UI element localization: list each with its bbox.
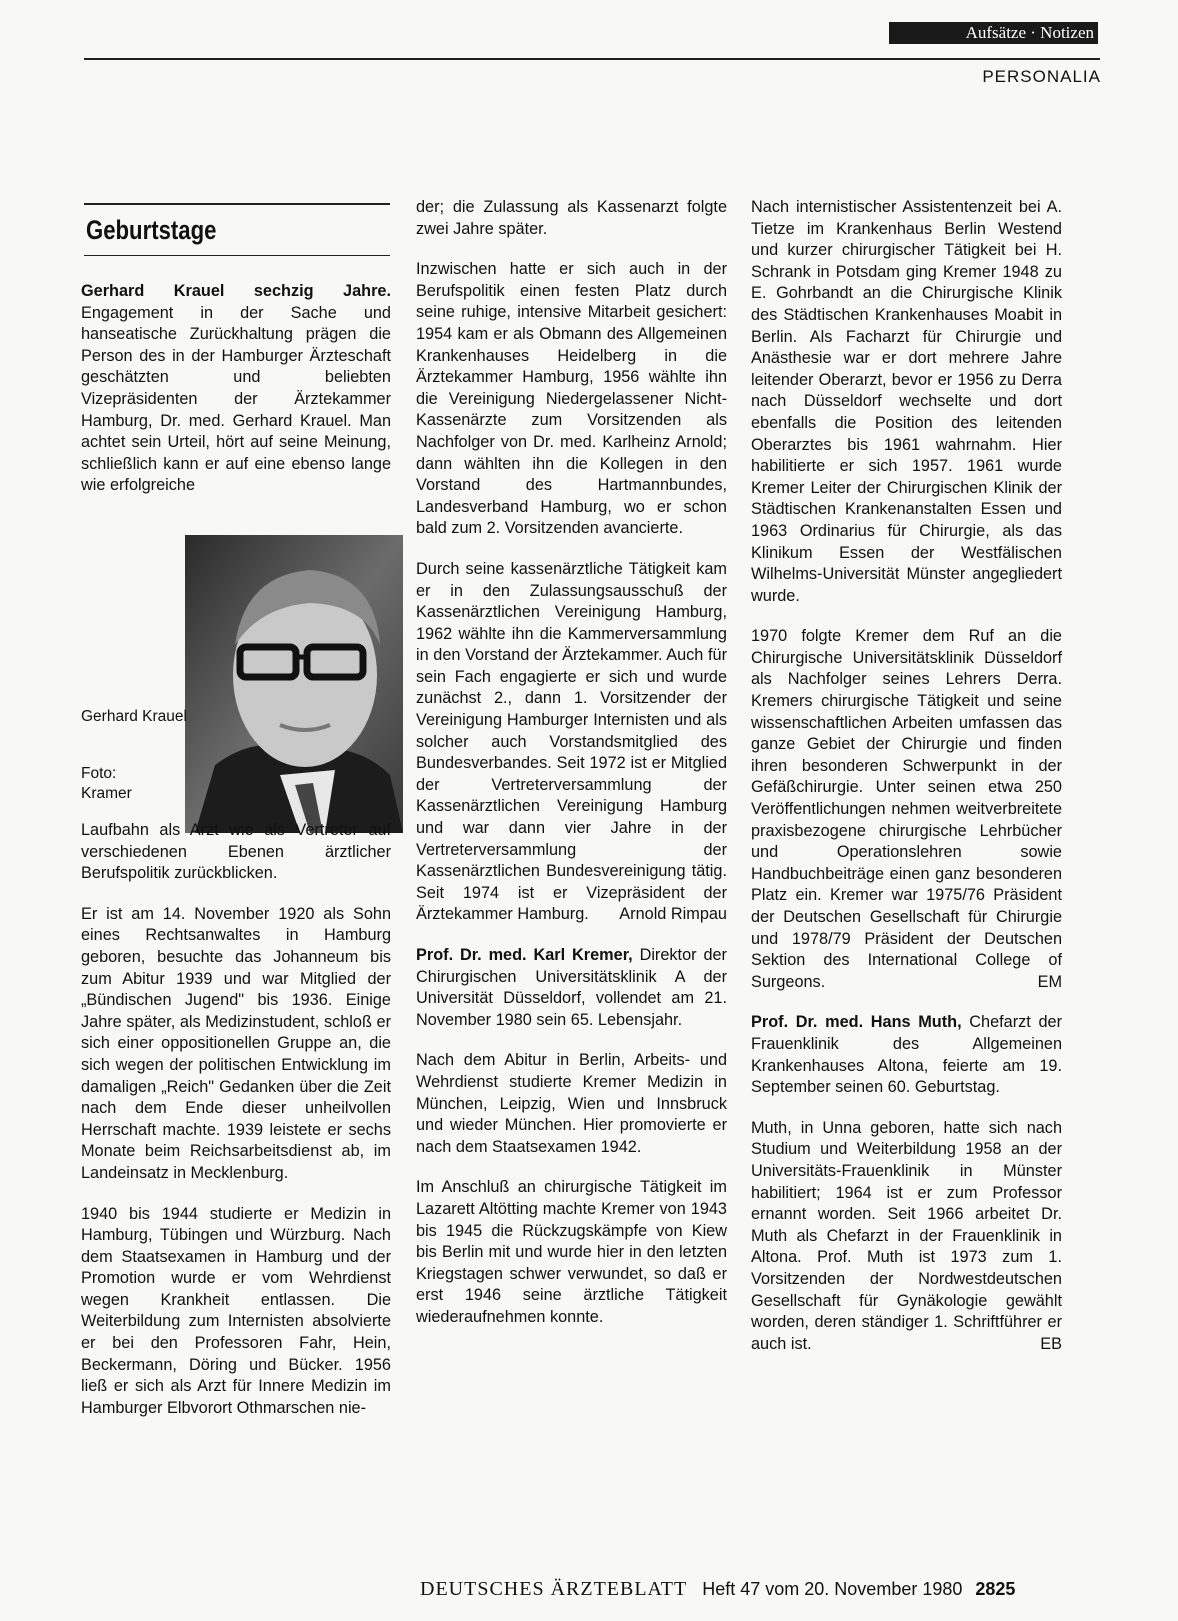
page-number: 2825 (975, 1579, 1016, 1599)
paragraph-text: Direktor der Chirurgischen Universitätsklinik A der Universität Düsseldorf, vollendet am 21. November 1980 sein 65. Lebensjahr. (416, 946, 727, 1029)
issue-info: Heft 47 vom 20. November 1980 (702, 1579, 963, 1599)
paragraph: Im Anschluß an chirurgische Tätigkeit im Lazarett Altötting machte Kremer von 1943 bis 1945 die Rückzugskämpfe von Kiew bis Berlin mit und wurde hier in den letzten Kriegstagen schwer verwundet, so daß er erst 1946 seine ärztliche Tätigkeit wiederaufnehmen konnte. (416, 1178, 727, 1326)
journal-name: DEUTSCHES ÄRZTEBLATT (420, 1578, 688, 1600)
heading-rule-top (84, 203, 390, 205)
column-1-top (81, 281, 391, 516)
paragraph: Laufbahn als Arzt wie als Vertreter auf verschiedenen Ebenen ärztlicher Berufspolitik zurückblicken. (81, 821, 391, 883)
author-signature: EB (1040, 1334, 1062, 1353)
paragraph: Engagement in der Sache und hanseatische Zurückhaltung prägen die Person des in der Hamburger Ärzteschaft geschätzten und beliebten Vizepräsidenten der Ärztekammer Hamburg, Dr. med. Gerhard Krauel. Man achtet sein Urteil, hört auf seine Meinung, schließlich kann er auf eine ebenso lange wie erfolgreiche (81, 303, 391, 495)
paragraph: Er ist am 14. November 1920 als Sohn eines Rechtsanwaltes in Hamburg geboren, besuchte das Johanneum bis zum Abitur 1939 und war Mitglied der „Bündischen Jugend" bis 1936. Einige Jahre später, als Medizinstudent, schloß er sich einer oppositionellen Gruppe an, die sich wegen der politischen Entwicklung im damaligen „Reich" Gedanken über die Zeit nach dem Ende dieser unheilvollen Herrschaft machte. 1939 leistete er sechs Monate beim Reichsarbeitsdienst ab, im Landeinsatz in Mecklenburg. (81, 904, 391, 1182)
author-signature: EM (1037, 972, 1062, 991)
paragraph: der; die Zulassung als Kassenarzt folgte zwei Jahre später. (416, 198, 727, 238)
paragraph: Inzwischen hatte er sich auch in der Berufspolitik einen festen Platz durch seine ruhige, intensive Mitarbeit gesichert: 1954 kam er als Obmann des Allgemeinen Krankenhauses Heidelberg in die Ärztekammer Hamburg, 1956 wählte ihn die Vereinigung Niedergelassener Nicht-Kassenärzte zum Vorsitzenden als Nachfolger von Dr. med. Karlheinz Arnold; dann wählten ihn die Kollegen in den Vorstand des Hartmannbundes, Landesverband Hamburg, wo er schon bald zum 2. Vorsitzenden avancierte. (416, 260, 727, 538)
top-rule (84, 58, 1100, 60)
page-footer (420, 1578, 1015, 1601)
article-intro (751, 1012, 1062, 1098)
paragraph-text: Durch seine kassenärztliche Tätigkeit kam er in den Zulassungsausschuß der Kassenärztlichen Vereinigung Hamburg, 1962 wählte ihn die Kammerversammlung in den Vorstand der Ärztekammer. Auch für sein Fach engagierte er sich und wurde zunächst 2., dann 1. Vorsitzender der Vereinigung Hamburger Internisten und als solcher auch Vorstandsmitglied des Bundesverbandes. Seit 1972 ist er Mitglied der Vertreterversammlung der Kassenärztlichen Vereinigung Hamburg und war dann vier Jahre in der Vertreterversammlung der Kassenärztlichen Bundesvereinigung tätig. Seit 1974 ist er Vizepräsident der Ärztekammer Hamburg. (416, 559, 727, 924)
article-lead: Prof. Dr. med. Karl Kremer, (416, 946, 633, 964)
photo-caption-credit: Foto: Kramer (81, 765, 132, 802)
author-signature: Arnold Rimpau (619, 905, 727, 924)
column-1-bottom (81, 820, 391, 1438)
column-2 (416, 197, 727, 1348)
paragraph (751, 1118, 1062, 1356)
paragraph-text: 1970 folgte Kremer dem Ruf an die Chirurgische Universitätsklinik Düsseldorf als Nachfolger seines Lehrers Derra. Kremers chirurgische Tätigkeit und seine wissenschaftlichen Arbeiten umfassen das ganze Gebiet der Chirurgie und finden ihren besonderen Schwerpunkt in der Gefäßchirurgie. Unter seinen etwa 250 Veröffentlichungen nehmen weitverbreitete praxisbezogene chirurgische Lehrbücher und Operationslehren sowie Handbuchbeiträge einen ganz besonderen Platz ein. Kremer war 1975/76 Präsident der Deutschen Gesellschaft für Chirurgie und 1978/79 Präsident der Deutschen Sektion des International College of Surgeons. (751, 627, 1062, 991)
section-tag: Aufsätze · Notizen (889, 22, 1098, 44)
photo-caption-name: Gerhard Krauel (81, 708, 187, 725)
portrait-photo (185, 535, 403, 833)
column-3 (751, 197, 1062, 1374)
heading-rule-bottom (84, 255, 390, 256)
paragraph: Nach internistischer Assistentenzeit bei A. Tietze im Krankenhaus Berlin Westend und kurzer chirurgischer Tätigkeit bei H. Schrank in Potsdam ging Kremer 1948 zu E. Gohrbandt an die Chirurgische Klinik des Städtischen Krankenhauses Moabit in Berlin. Als Facharzt für Chirurgie und Anästhesie war er dort mehrere Jahre leitender Oberarzt, bevor er 1956 zu Derra nach Düsseldorf wechselte und dort ebenfalls die Position des leitenden Oberarztes bis 1961 wahrnahm. Hier habilitierte er sich 1957. 1961 wurde Kremer Leiter der Chirurgischen Klinik der Städtischen Krankenanstalten Essen und 1963 Ordinarius für Chirurgie, als das Klinikum Essen der Westfälischen Wilhelms-Universität Münster angegliedert wurde. (751, 198, 1062, 605)
article-intro (416, 945, 727, 1031)
paragraph-text: Muth, in Unna geboren, hatte sich nach Studium und Weiterbildung 1958 an der Universitäts-Frauenklinik in Münster habilitiert; 1964 ist er zum Professor ernannt worden. Seit 1966 arbeitet Dr. Muth als Chefarzt in der Frauenklinik in Altona. Prof. Muth ist 1973 zum 1. Vorsitzenden der Nordwestdeutschen Gesellschaft für Gynäkologie gewählt worden, deren ständiger 1. Schriftführer er auch ist. (751, 1118, 1062, 1353)
paragraph (416, 559, 727, 926)
section-heading: Geburtstage (86, 215, 217, 245)
paragraph: Nach dem Abitur in Berlin, Arbeits- und Wehrdienst studierte Kremer Medizin in München, Leipzig, Wien und Innsbruck und wieder München. Hier promovierte er nach dem Staatsexamen 1942. (416, 1051, 727, 1156)
paragraph: 1940 bis 1944 studierte er Medizin in Hamburg, Tübingen und Würzburg. Nach dem Staatsexamen in Hamburg und der Promotion wurde er vom Wehrdienst wegen Krankheit entlassen. Die Weiterbildung zum Internisten absolvierte er bei den Professoren Fahr, Hein, Beckermann, Döring und Bücker. 1956 ließ er sich als Arzt für Innere Medizin im Hamburger Elbvorort Othmarschen nie- (81, 1204, 391, 1417)
paragraph (751, 626, 1062, 993)
article-lead: Prof. Dr. med. Hans Muth, (751, 1013, 962, 1032)
article-intro (81, 281, 391, 497)
article-lead: Gerhard Krauel sechzig Jahre. (81, 282, 391, 300)
rubric: PERSONALIA (982, 67, 1101, 86)
paragraph-text: Chefarzt der Frauenklinik des Allgemeinen Krankenhauses Altona, feierte am 19. September seinen 60. Geburtstag. (751, 1013, 1062, 1097)
